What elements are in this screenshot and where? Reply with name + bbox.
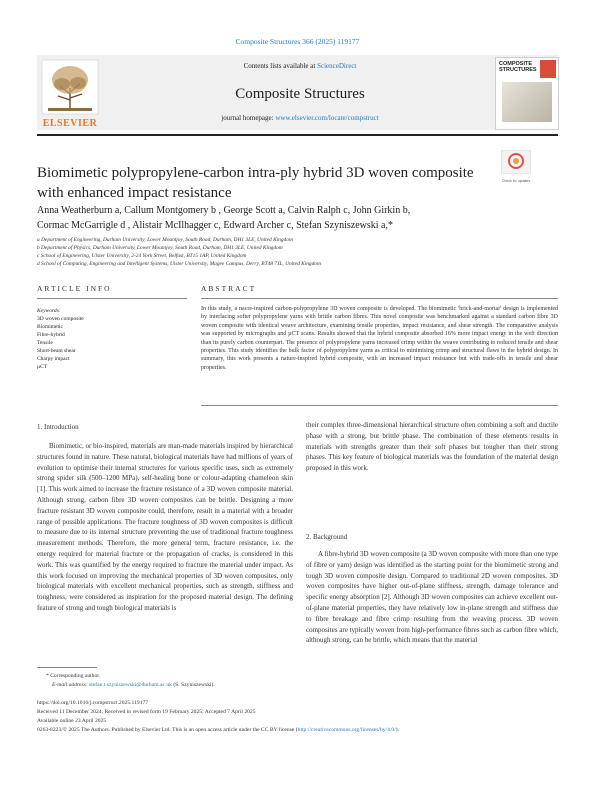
keywords-label: Keywords: <box>37 308 61 314</box>
copyright-end: ). <box>395 727 399 733</box>
keyword-item: Fibre-hybrid <box>37 332 65 338</box>
author-list <box>37 203 558 233</box>
keyword-item: Biomimetic <box>37 324 63 330</box>
background-paragraph: A fibre-hybrid 3D woven composite (a 3D woven composite with more than one type of fibre or yarn) design was identified as the starting point for the biomimetic strong and tough 3D woven composite design. Compared to traditional 2D woven composites, 3D woven composites have higher out-of-plane stiffness, strength, damage tolerance and specific energy absorption [2]. Although 3D woven composites can achieve excellent out-of-plane material properties, they have relatively low in-plane strength and stiffness due to fibre breakage and fibre crimp resulting from the weaving process. 3D woven composites are typically woven from high-performance fibres such as carbon fibre which, although strong, can be brittle, which means that the material <box>306 550 558 645</box>
article-info-rule <box>37 298 187 299</box>
copyright-line <box>37 726 558 734</box>
keyword-item: Short-beam shear <box>37 348 76 354</box>
contents-prefix: Contents lists available at <box>243 62 318 70</box>
affiliation-a: a Department of Engineering, Durham University, Lower Mountjoy, South Road, Durham, DH1 3LE, United Kingdom <box>37 237 293 243</box>
keyword-item: 3D woven composite <box>37 316 84 322</box>
sciencedirect-link[interactable]: ScienceDirect <box>317 62 357 70</box>
right-column-paragraph-1 <box>306 420 558 474</box>
introduction-body <box>37 441 293 614</box>
abstract-bottom-rule <box>201 405 558 406</box>
cover-title: COMPOSITE STRUCTURES <box>499 61 537 73</box>
elsevier-wordmark: ELSEVIER <box>42 118 98 129</box>
email-suffix: (S. Szyniszewski). <box>171 682 215 688</box>
abstract-rule <box>201 298 558 299</box>
doi-link[interactable]: https://doi.org/10.1016/j.compstruct.2025.119177 <box>37 700 149 706</box>
keywords-list <box>37 315 187 371</box>
corresponding-author-note: * Corresponding author. <box>46 673 101 679</box>
continued-paragraph: their complex three-dimensional hierarchical structure often combining a soft and ductile phase with a strong, but brittle phase. The combination of these elements results in materials with strengths greater than their soft phases but tougher than their strong phases. This key feature of biological materials was the foundation of the material design proposed in this work. <box>306 421 558 473</box>
contents-availability <box>100 62 500 70</box>
affiliation-d: d School of Computing, Engineering and Intelligent Systems, Ulster University, Magee Campus, Derry, BT48 7JL, United Kingdom <box>37 261 321 267</box>
check-for-updates-badge[interactable] <box>501 150 531 182</box>
license-link[interactable]: http://creativecommons.org/licenses/by/4.0/ <box>297 727 396 733</box>
journal-reference[interactable]: Composite Structures 366 (2025) 119177 <box>235 37 360 46</box>
email-line <box>52 681 573 689</box>
affiliation-b: b Department of Physics, Durham University, Lower Mountjoy, South Road, Durham, DH1 3LE, United Kingdom <box>37 245 283 251</box>
footnote-rule <box>37 667 97 668</box>
check-for-updates-icon <box>501 150 531 174</box>
email-link[interactable]: stefan.t.szyniszewski@durham.ac.uk <box>89 682 172 688</box>
homepage-prefix: journal homepage: <box>221 114 276 122</box>
article-info-heading: ARTICLE INFO <box>37 284 112 293</box>
journal-homepage <box>100 114 500 122</box>
keyword-item: Tensile <box>37 340 53 346</box>
introduction-paragraph: Biomimetic, or bio-inspired, materials are man-made materials inspired by hierarchical structures found in nature. These natural, biological materials have had millions of years of evolution to optimise their internal structures for various specific uses, such as extremely strong spider silk (500–1200 MPa), self-healing bone or colour-adapting chameleon skin [1]. This work aimed to increase the fracture resistance of a 3D woven composite material. Although strong, carbon fibre 3D woven composites can be brittle. Designing a more fracture resistant 3D woven composite could, therefore, result in a material with a broader range of possible applications. The fracture toughness of 3D woven composites is difficult to measure due to its internal structure preventing the use of traditional fracture toughness measurement methods. Therefore, the more general term, fracture resistance, i.e. the energy required for material fracture or the propagation of cracks, is considered in this work. This was quantified by the energy required to fracture the material under impact. As this work focused on improving the mechanical properties of 3D woven composites, only biological materials with excellent mechanical properties, such as strength, stiffness and toughness, were considered as inspiration for the proposed material design. The defining feature of strong and tough biological materials is <box>37 442 293 612</box>
abstract-heading: ABSTRACT <box>201 284 257 293</box>
available-online: Available online 23 April 2025 <box>37 718 107 724</box>
keyword-item: µCT <box>37 364 48 370</box>
affiliation-c: c School of Engineering, Ulster University, 2-24 York Street, Belfast, BT15 1AP, United Kingdom <box>37 253 247 259</box>
homepage-link[interactable]: www.elsevier.com/locate/compstruct <box>275 114 379 122</box>
abstract-text: In this study, a nacre-inspired carbon-polypropylene 3D woven composite is developed. The biomimetic 'brick-and-mortar' design is implemented by interlacing softer polypropylene yarns with brittle carbon fibres. This novel composite was benchmarked against a standard carbon fibre 3D woven composite with identical weave architecture, examining tensile properties, impact resistance, and shear strength. The comparative analysis was supported by micrographs and µCT scans. Results showed that the hybrid composite absorbed 16% more impact energy in the weft direction than its purely carbon counterpart. The presence of polypropylene yarns increased crimp within the weave contributing to reduced tensile and shear properties. This study identifies the bulk factor of polypropylene yarns as critical to minimising crimp and structural flaws in the hybrid design. In summary, this work presents a nature-inspired hybrid composite, with an increased impact resistance but with trade-offs in tensile and shear properties. <box>201 306 558 371</box>
author-line-2[interactable]: Cormac McGarrigle d , Alistair McIlhagger c, Edward Archer c, Stefan Szyniszewski a,* <box>37 220 393 231</box>
email-label: E-mail address: <box>52 682 90 688</box>
copyright-text: 0263-8223/© 2025 The Authors. Published by Elsevier Ltd. This is an open access article under the CC BY license ( <box>37 727 298 733</box>
background-body <box>306 549 558 646</box>
author-line-1[interactable]: Anna Weatherburn a, Callum Montgomery b , George Scott a, Calvin Ralph c, John Girkin b, <box>37 205 411 216</box>
introduction-heading: 1. Introduction <box>37 423 79 431</box>
header-rule <box>37 134 558 136</box>
journal-title: Composite Structures <box>235 86 365 102</box>
background-heading: 2. Background <box>306 533 348 541</box>
journal-cover-thumbnail <box>495 57 559 130</box>
badge-label: Check for updates <box>501 179 531 183</box>
article-title: Biomimetic polypropylene-carbon intra-ply hybrid 3D woven composite with enhanced impact resistance <box>37 165 474 201</box>
keyword-item: Charpy impact <box>37 356 70 362</box>
received-dates: Received 11 December 2024; Received in revised form 19 February 2025; Accepted 7 April 2025 <box>37 709 256 715</box>
